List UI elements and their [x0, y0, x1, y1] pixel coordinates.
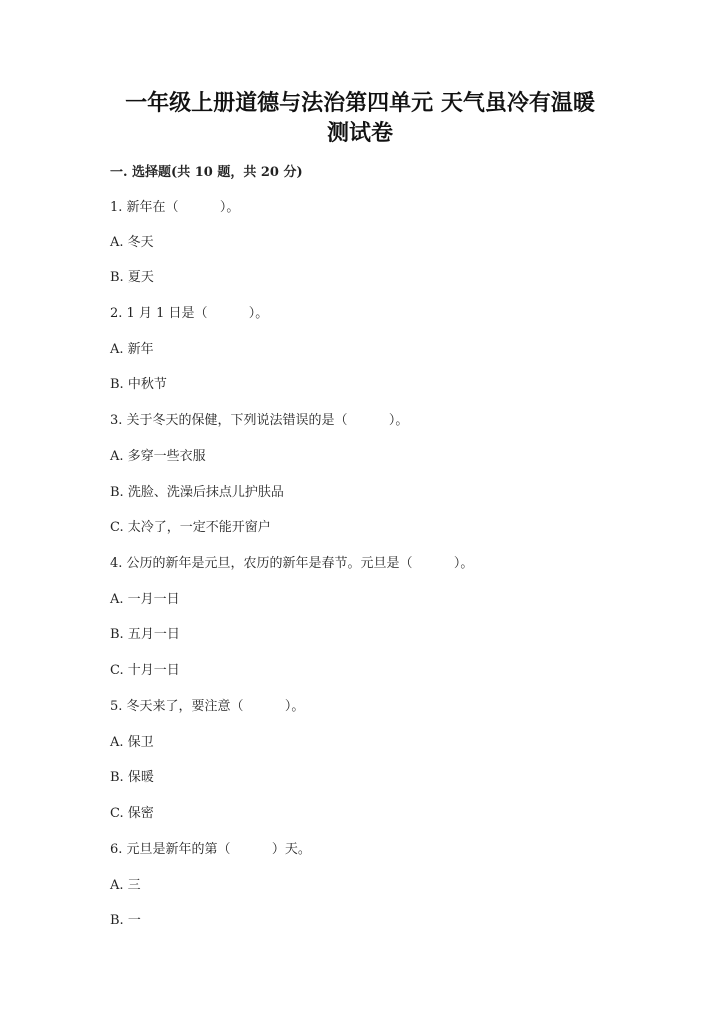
answer-option: A. 多穿一些衣服 [110, 449, 206, 464]
page-title-line1: 一年级上册道德与法治第四单元 天气虽冷有温暖 [125, 90, 595, 116]
answer-option: C. 十月一日 [110, 663, 180, 678]
question-stem: 3. 关于冬天的保健，下列说法错误的是（ ）。 [110, 413, 409, 428]
answer-option: A. 保卫 [110, 735, 154, 750]
answer-option: C. 太冷了，一定不能开窗户 [110, 520, 271, 535]
page-title-line2: 测试卷 [326, 120, 393, 146]
answer-option: A. 新年 [110, 342, 154, 357]
question-stem: 1. 新年在（ ）。 [110, 200, 240, 215]
answer-option: B. 夏天 [110, 270, 154, 285]
answer-option: B. 五月一日 [110, 627, 180, 642]
answer-option: B. 中秋节 [110, 377, 167, 392]
answer-option: B. 保暖 [110, 770, 154, 785]
question-stem: 2. 1 月 1 日是（ ）。 [110, 306, 269, 321]
question-stem: 6. 元旦是新年的第（ ）天。 [110, 842, 311, 857]
answer-option: A. 三 [110, 878, 141, 893]
answer-option: A. 一月一日 [110, 592, 180, 607]
answer-option: B. 一 [110, 913, 141, 928]
answer-option: A. 冬天 [110, 235, 154, 250]
question-stem: 5. 冬天来了，要注意（ ）。 [110, 699, 305, 714]
question-stem: 4. 公历的新年是元旦，农历的新年是春节。元旦是（ ）。 [110, 556, 474, 571]
section-heading: 一. 选择题(共 10 题，共 20 分) [110, 165, 303, 180]
answer-option: B. 洗脸、洗澡后抹点儿护肤品 [110, 485, 284, 500]
answer-option: C. 保密 [110, 806, 154, 821]
